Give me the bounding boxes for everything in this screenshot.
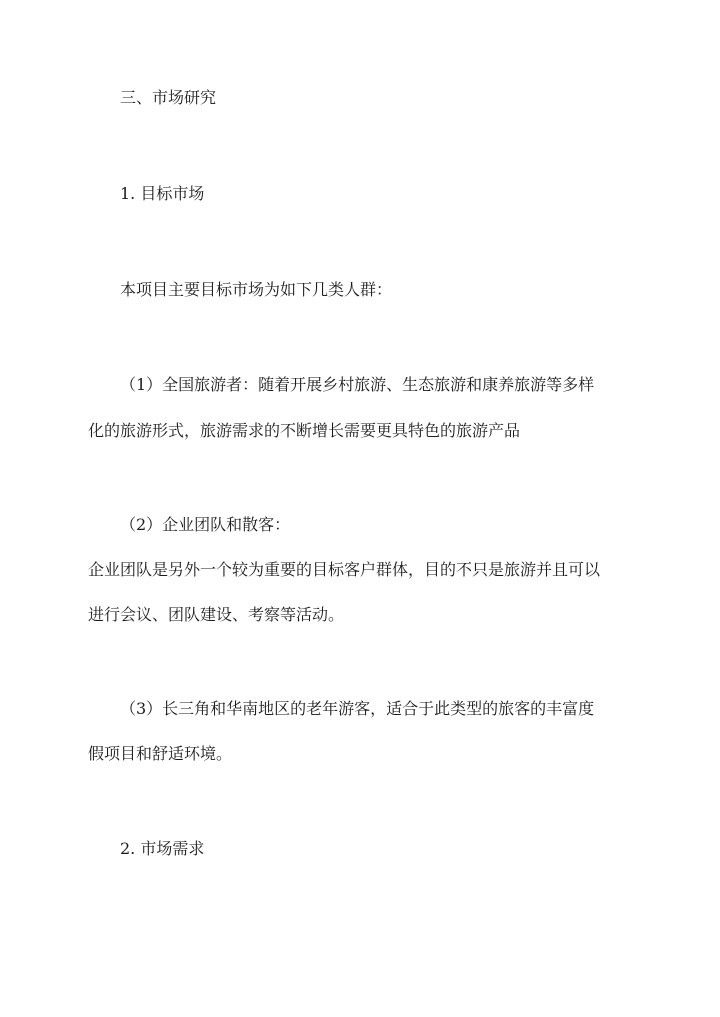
- item-3-line-1: （3）长三角和华南地区的老年游客，适合于此类型的旅客的丰富度: [120, 699, 595, 718]
- item-1-line-1: （1）全国旅游者：随着开展乡村旅游、生态旅游和康养旅游等多样: [120, 375, 595, 394]
- item-2-line-2: 进行会议、团队建设、考察等活动。: [88, 605, 345, 624]
- item-2-heading: （2）企业团队和散客：: [120, 515, 291, 534]
- item-2-line-1: 企业团队是另外一个较为重要的目标客户群体，目的不只是旅游并且可以: [88, 560, 601, 579]
- subsection-heading-target-market: 1. 目标市场: [120, 184, 205, 203]
- intro-paragraph: 本项目主要目标市场为如下几类人群：: [120, 280, 393, 299]
- item-1-line-2: 化的旅游形式，旅游需求的不断增长需要更具特色的旅游产品: [88, 421, 521, 440]
- item-3-line-2: 假项目和舒适环境。: [88, 744, 233, 763]
- section-heading: 三、市场研究: [120, 88, 217, 107]
- subsection-heading-market-demand: 2. 市场需求: [120, 839, 205, 858]
